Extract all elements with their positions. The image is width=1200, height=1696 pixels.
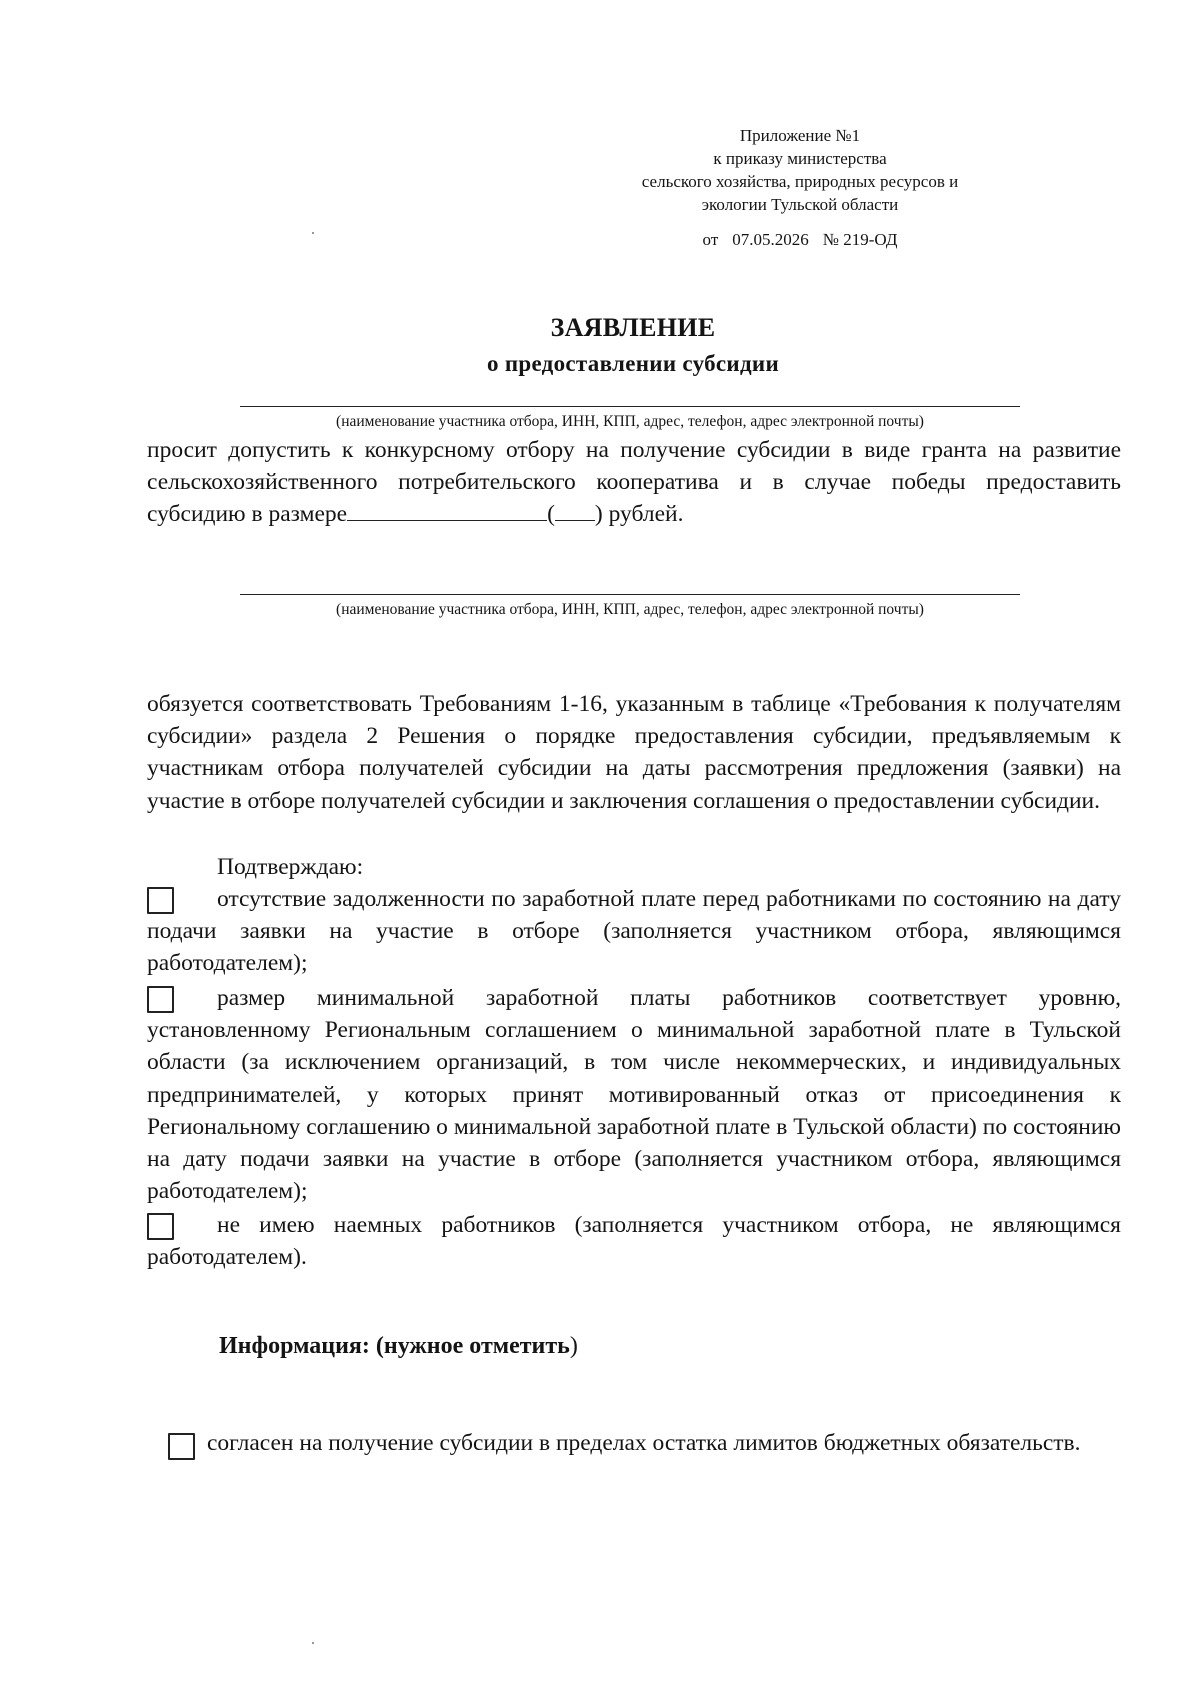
applicant-caption-2: (наименование участника отбора, ИНН, КПП, адрес, телефон, адрес электронной почты): [336, 601, 924, 618]
applicant-caption-1: (наименование участника отбора, ИНН, КПП, адрес, телефон, адрес электронной почты): [336, 413, 924, 430]
option-1-text: отсутствие задолженности по заработной плате перед работниками по состоянию на дату подачи заявки на участие в отборе (заполняется участником отбора, являющимся работодателем);: [147, 886, 1121, 977]
document-subtitle: о предоставлении субсидии: [486, 351, 780, 376]
applicant-name-line-1[interactable]: [240, 406, 1020, 407]
scan-speck: [312, 1642, 314, 1644]
request-paragraph: [147, 434, 1121, 531]
scan-speck: [312, 232, 314, 234]
order-from-label: от: [702, 230, 719, 249]
document-title: ЗАЯВЛЕНИЕ: [550, 313, 716, 342]
appendix-line-1: Приложение №1: [739, 126, 861, 145]
order-date: 07.05.2026: [732, 230, 809, 249]
confirm-heading: Подтверждаю:: [217, 854, 364, 880]
appendix-line-4: экологии Тульской области: [701, 195, 899, 214]
order-number: № 219-ОД: [822, 230, 898, 249]
option-2: [147, 982, 1121, 1207]
amount-digits-field[interactable]: [347, 500, 547, 521]
request-open-paren: (: [547, 501, 555, 528]
information-heading: [219, 1333, 578, 1360]
appendix-line-3: сельского хозяйства, природных ресурсов и: [641, 172, 959, 191]
option-1: [147, 883, 1121, 980]
commitment-text: обязуется соответствовать Требованиям 1-16, указанным в таблице «Требования к получателям субсидии» раздела 2 Решения о порядке предоставления субсидии, предъявляемым к участникам отбора получателей субсидии на даты рассмотрения предложения (заявки) на участие в отборе получателей субсидии и заключения соглашения о предоставлении субсидии.: [147, 691, 1121, 814]
request-text-end: ) рублей.: [594, 501, 684, 528]
information-heading-bold: Информация: (нужное отметить: [219, 1333, 570, 1359]
appendix-block: [600, 124, 1000, 251]
commitment-paragraph: [147, 688, 1121, 817]
option-3-text: не имею наемных работников (заполняется участником отбора, не являющимся работодателем).: [147, 1212, 1121, 1271]
consent-paragraph: [157, 1427, 1117, 1460]
amount-words-field[interactable]: [555, 500, 595, 521]
information-heading-tail: ): [569, 1333, 578, 1359]
order-reference: [600, 228, 1000, 251]
option-3: [147, 1209, 1121, 1273]
applicant-name-line-2[interactable]: [240, 594, 1020, 595]
option-2-text: размер минимальной заработной платы работников соответствует уровню, установленному Региональным соглашением о минимальной заработной плате в Тульской области (за исключением организаций, в том числе некоммерческих, и индивидуальных предпринимателей, у которых принят мотивированный отказ от присоединения к Региональному соглашению о минимальной заработной плате в Тульской области) по состоянию на дату подачи заявки на участие в отборе (заполняется участником отбора, являющимся работодателем);: [147, 985, 1121, 1205]
request-text: просит допустить к конкурсному отбору на получение субсидии в виде гранта на развитие сельскохозяйственного потребительского кооператива и в случае победы предоставить субсидию в размере: [147, 437, 1121, 528]
appendix-line-2: к приказу министерства: [713, 149, 887, 168]
consent-text: согласен на получение субсидии в пределах остатка лимитов бюджетных обязательств.: [207, 1430, 1081, 1456]
